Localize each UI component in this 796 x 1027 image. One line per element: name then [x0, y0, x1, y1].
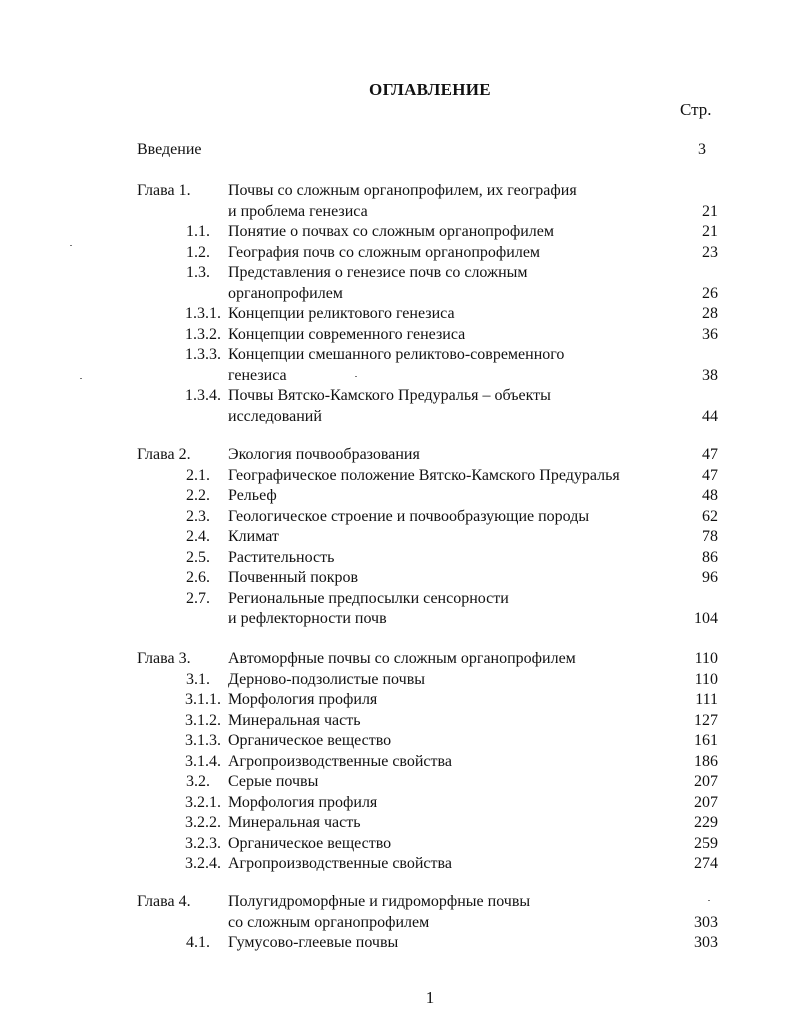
- toc-entry-page: 96: [702, 569, 718, 586]
- toc-entry-chapter[interactable]: [0, 649, 796, 670]
- toc-entry-section[interactable]: [0, 933, 796, 954]
- toc-entry-page: 111: [695, 691, 718, 708]
- toc-entry-page: 44: [702, 407, 718, 425]
- toc-entry-label: Автоморфные почвы со сложным органопрофилем: [228, 650, 576, 667]
- toc-entry-section[interactable]: [0, 690, 796, 711]
- toc-entry-page: 186: [694, 752, 718, 770]
- toc-entry-page: 207: [694, 773, 718, 790]
- scan-speck: [355, 376, 357, 377]
- toc-entry-number: 2.7.: [186, 589, 210, 607]
- toc-entry-label: Минеральная часть: [228, 711, 361, 729]
- toc-entry-section[interactable]: [0, 731, 796, 752]
- toc-entry-page: 23: [702, 243, 718, 261]
- toc-chapter-1: [0, 181, 796, 427]
- toc-entry-label: Минеральная часть: [228, 814, 361, 831]
- toc-entry-number: 3.1.3.: [185, 732, 221, 749]
- toc-entry-number: Глава 1.: [137, 182, 191, 199]
- toc-entry-number: 1.3.3.: [185, 346, 221, 363]
- toc-entry-number: 2.5.: [186, 548, 210, 566]
- scan-speck: [70, 245, 72, 246]
- toc-entry-section[interactable]: [0, 548, 796, 569]
- toc-entry-label: Введение: [137, 141, 202, 158]
- toc-entry-page: 36: [702, 325, 718, 343]
- toc-entry-section[interactable]: [0, 466, 796, 487]
- toc-entry-number: 3.2.: [186, 773, 210, 790]
- toc-entry-section[interactable]: [0, 345, 796, 386]
- toc-entry-label: Почвенный покров: [228, 569, 359, 586]
- toc-entry-page: 161: [694, 732, 718, 749]
- toc-entry-section[interactable]: [0, 507, 796, 528]
- toc-entry-section[interactable]: [0, 752, 796, 773]
- toc-entry-section[interactable]: [0, 670, 796, 691]
- toc-entry-number: Глава 3.: [137, 650, 191, 667]
- toc-entry-page: 303: [694, 934, 718, 951]
- toc-entry-number: 3.2.3.: [185, 834, 221, 852]
- toc-entry-number: 3.1.1.: [185, 691, 221, 708]
- toc-entry-page: 47: [702, 466, 718, 484]
- toc-entry-intro[interactable]: [137, 140, 717, 161]
- toc-entry-page: 274: [694, 855, 718, 872]
- toc-entry-number: 1.3.2.: [185, 325, 221, 343]
- toc-entry-label: Агропроизводственные свойства: [228, 752, 452, 770]
- toc-entry-label: Почвы со сложным органопрофилем, их география: [228, 182, 577, 199]
- toc-entry-section[interactable]: [0, 486, 796, 507]
- toc-entry-number: 3.1.4.: [185, 752, 221, 770]
- toc-chapter-4: [0, 892, 796, 954]
- toc-entry-number: 3.2.1.: [185, 793, 221, 811]
- toc-entry-label: Серые почвы: [228, 773, 319, 790]
- toc-entry-number: 1.3.: [186, 264, 210, 281]
- toc-entry-section[interactable]: [0, 793, 796, 814]
- toc-entry-section[interactable]: [0, 854, 796, 875]
- toc-entry-section[interactable]: [0, 813, 796, 834]
- toc-entry-page: 207: [694, 793, 718, 811]
- toc-entry-label: Дерново-подзолистые почвы: [228, 670, 425, 688]
- page-column-label: Стр.: [680, 100, 712, 119]
- toc-entry-number: 1.3.1.: [185, 305, 221, 322]
- toc-entry-page: 127: [694, 711, 718, 729]
- toc-entry-page: 303: [694, 913, 718, 931]
- toc-entry-label: Органическое вещество: [228, 834, 392, 852]
- toc-entry-page: 110: [694, 650, 718, 667]
- toc-entry-number: 3.1.: [186, 670, 210, 688]
- toc-entry-label: со сложным органопрофилем: [228, 913, 430, 931]
- toc-entry-number: 3.2.4.: [185, 855, 221, 872]
- scan-speck: [708, 900, 710, 901]
- toc-entry-number: 3.1.2.: [185, 711, 221, 729]
- toc-entry-label: Морфология профиля: [228, 691, 378, 708]
- toc-entry-label: Растительность: [228, 548, 335, 566]
- toc-entry-number: 2.1.: [186, 466, 210, 484]
- toc-entry-label: Геологическое строение и почвообразующие породы: [228, 507, 590, 525]
- toc-entry-label: Региональные предпосылки сенсорности: [228, 589, 509, 607]
- toc-entry-label: Концепции современного генезиса: [228, 325, 466, 343]
- toc-entry-label: исследований: [228, 407, 322, 425]
- toc-entry-label: Концепции смешанного реликтово-современного: [228, 346, 565, 363]
- toc-entry-label: Экология почвообразования: [228, 446, 420, 463]
- toc-entry-page: 48: [702, 487, 718, 504]
- toc-entry-page: 21: [702, 202, 718, 220]
- scan-speck: [80, 378, 82, 379]
- toc-entry-number: Глава 4.: [137, 893, 191, 910]
- toc-entry-label: Понятие о почвах со сложным органопрофилем: [228, 223, 554, 240]
- toc-entry-chapter[interactable]: [0, 892, 796, 933]
- toc-chapter-2: [0, 445, 796, 630]
- toc-entry-page: 28: [702, 305, 718, 322]
- toc-entry-label: Представления о генезисе почв со сложным: [228, 264, 528, 281]
- toc-entry-section[interactable]: [0, 527, 796, 548]
- page-number-footer: 1: [425, 988, 435, 1007]
- toc-entry-page: 86: [702, 548, 718, 566]
- toc-entry-number: 2.4.: [186, 528, 210, 545]
- toc-entry-number: 2.3.: [186, 507, 210, 525]
- toc-entry-section[interactable]: [0, 325, 796, 346]
- toc-entry-label: Агропроизводственные свойства: [228, 855, 452, 872]
- toc-entry-number: 1.1.: [186, 223, 210, 240]
- toc-entry-label: Морфология профиля: [228, 793, 378, 811]
- toc-entry-number: 3.2.2.: [185, 814, 221, 831]
- toc-entry-label: Географическое положение Вятско-Камского Предуралья: [228, 466, 620, 484]
- toc-entry-number: 1.3.4.: [185, 387, 221, 404]
- toc-entry-page: 110: [694, 670, 718, 688]
- toc-entry-section[interactable]: [0, 222, 796, 243]
- toc-entry-page: 62: [702, 507, 718, 525]
- toc-entry-label: Рельеф: [228, 487, 277, 504]
- toc-entry-page: 47: [702, 446, 718, 463]
- toc-entry-page: 259: [694, 834, 718, 852]
- toc-entry-label: генезиса: [228, 366, 287, 384]
- toc-entry-number: 2.6.: [186, 569, 210, 586]
- toc-entry-page: 26: [702, 284, 718, 302]
- toc-entry-section[interactable]: [0, 589, 796, 630]
- toc-entry-section[interactable]: [0, 568, 796, 589]
- toc-entry-section[interactable]: [0, 772, 796, 793]
- toc-entry-section[interactable]: [0, 386, 796, 427]
- toc-entry-label: и проблема генезиса: [228, 202, 368, 220]
- toc-entry-label: Почвы Вятско-Камского Предуралья – объекты: [228, 387, 551, 404]
- toc-entry-page: 78: [702, 528, 718, 545]
- toc-entry-page: 229: [694, 814, 718, 831]
- toc-entry-number: 4.1.: [186, 934, 210, 951]
- toc-entry-number: 2.2.: [186, 487, 210, 504]
- toc-entry-number: Глава 2.: [137, 446, 191, 463]
- page-title: ОГЛАВЛЕНИЕ: [369, 80, 491, 99]
- toc-entry-section[interactable]: [0, 834, 796, 855]
- toc-entry-chapter[interactable]: [0, 181, 796, 222]
- toc-entry-label: Концепции реликтового генезиса: [228, 305, 455, 322]
- toc-entry-label: Гумусово-глеевые почвы: [228, 934, 399, 951]
- toc-entry-section[interactable]: [0, 711, 796, 732]
- toc-chapter-3: [0, 649, 796, 875]
- toc-entry-page: 38: [702, 366, 718, 384]
- toc-entry-chapter[interactable]: [0, 445, 796, 466]
- toc-entry-section[interactable]: [0, 243, 796, 264]
- toc-entry-label: Органическое вещество: [228, 732, 392, 749]
- toc-entry-label: и рефлекторности почв: [228, 610, 387, 627]
- toc-entry-page: 21: [702, 223, 718, 240]
- toc-entry-label: География почв со сложным органопрофилем: [228, 243, 541, 261]
- toc-entry-section[interactable]: [0, 263, 796, 304]
- toc-entry-number: 1.2.: [186, 243, 210, 261]
- toc-entry-label: Полугидроморфные и гидроморфные почвы: [228, 893, 531, 910]
- toc-entry-label: органопрофилем: [228, 284, 343, 302]
- toc-entry-label: Климат: [228, 528, 279, 545]
- toc-entry-page: 104: [694, 610, 718, 627]
- toc-entry-page: 3: [698, 141, 706, 158]
- toc-entry-section[interactable]: [0, 304, 796, 325]
